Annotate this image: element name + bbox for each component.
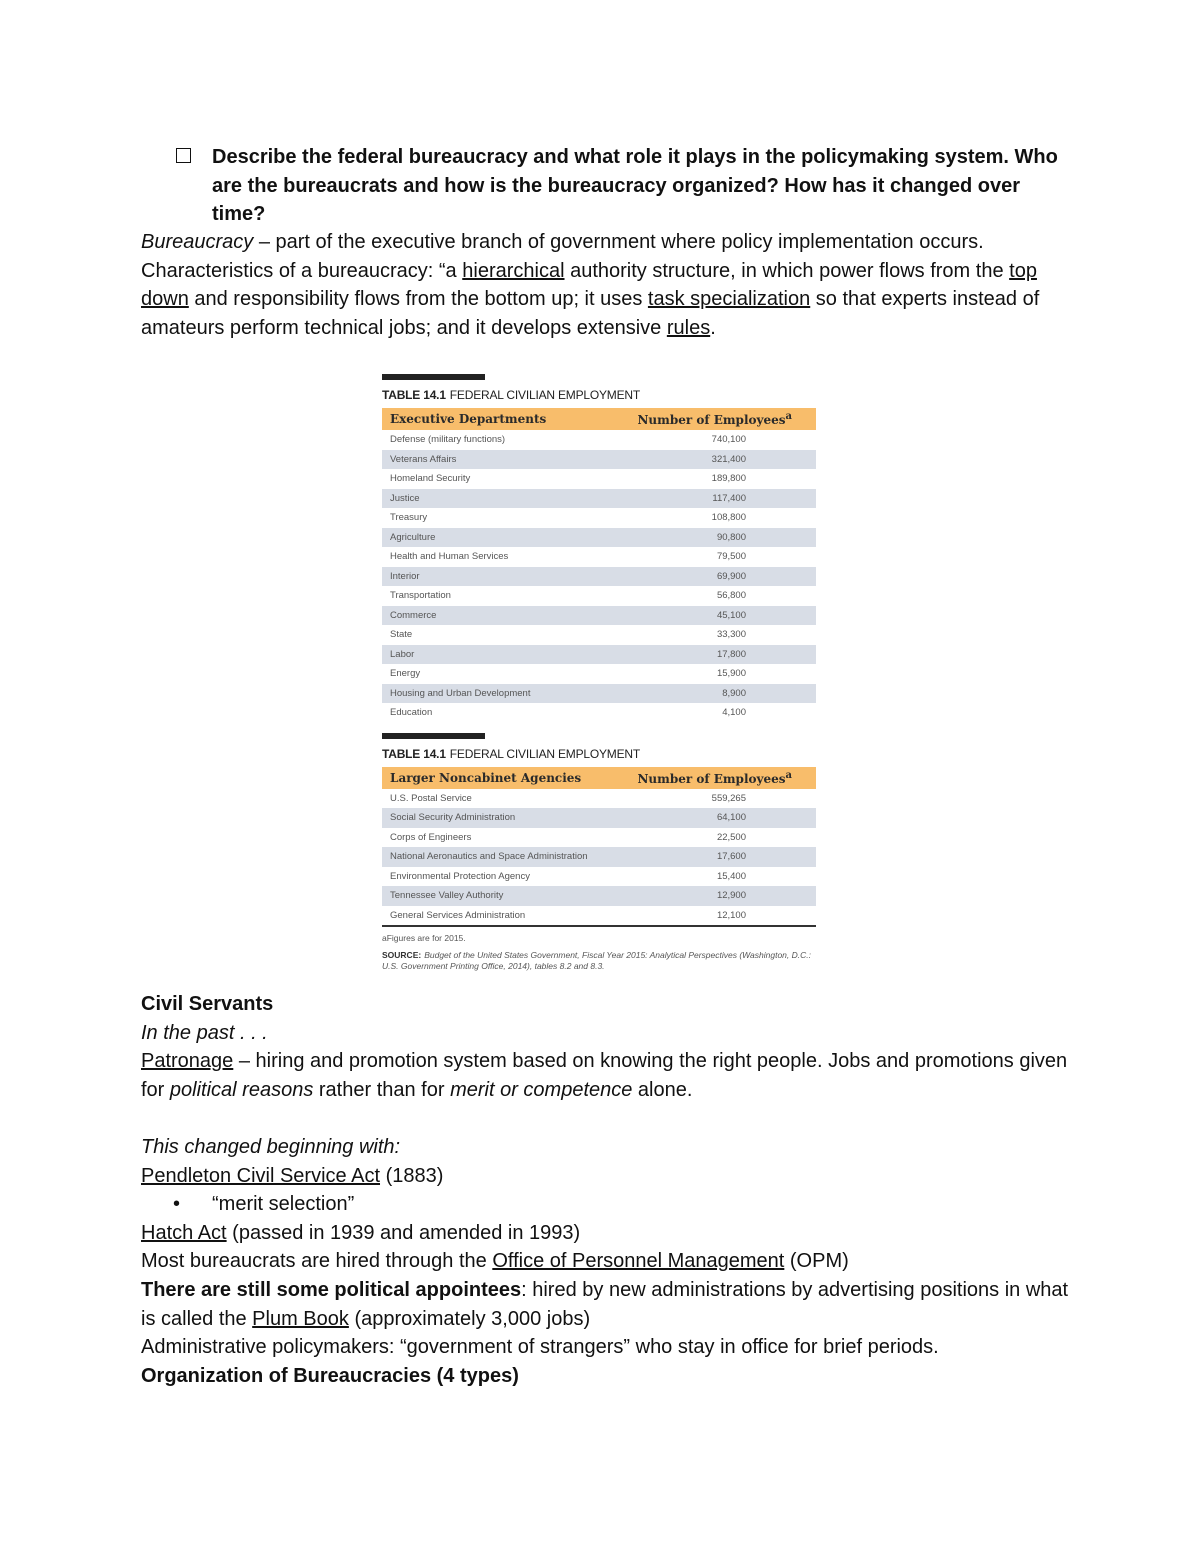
source-text: Budget of the United States Government, Fiscal Year 2015: Analytical Perspectives (Washington, D.C.: U.S. Government Printing Office, 2014), tables 8.2 and 8.3. — [382, 950, 811, 971]
column-header: Executive Departments — [382, 408, 590, 430]
table-row — [382, 606, 816, 626]
bullet-icon: • — [173, 1193, 181, 1216]
table-cell-name: Agriculture — [382, 528, 590, 548]
table-cell-value: 69,900 — [590, 567, 816, 587]
table-header-row — [382, 767, 816, 789]
table-cell-value: 108,800 — [711, 512, 746, 524]
table-cell-value: 15,900 — [716, 668, 746, 680]
column-header — [614, 767, 816, 789]
table-cell-name: Health and Human Services — [390, 551, 509, 563]
table-cell-value: 740,100 — [711, 434, 746, 446]
table-cell-value: 33,300 — [716, 629, 746, 641]
executive-departments-table — [382, 408, 816, 723]
civil-servants-section — [141, 990, 1071, 1390]
table-cell-value: 117,400 — [590, 489, 816, 509]
table-cell-value: 12,900 — [614, 886, 816, 906]
text-span: authority structure, in which power flows from the — [564, 259, 1010, 282]
table-cell-value: 559,265 — [711, 792, 746, 804]
text-span: (passed in 1939 and amended in 1993) — [226, 1221, 581, 1244]
table-cell-name: Interior — [382, 567, 590, 587]
table-row — [382, 867, 816, 887]
table-cell-name: Justice — [382, 489, 590, 509]
table-cell-name: Transportation — [390, 590, 451, 602]
text-span: rather than for — [313, 1078, 451, 1101]
table-rule — [382, 374, 485, 380]
table-row — [382, 703, 816, 723]
pendleton-line — [141, 1162, 1071, 1191]
table-cell-value: 321,400 — [590, 450, 816, 470]
text-span: merit or competence — [450, 1078, 633, 1101]
superscript: a — [785, 769, 792, 781]
table-cell-name: Veterans Affairs — [382, 450, 590, 470]
table-cell-name: Commerce — [382, 606, 590, 626]
table-row — [382, 808, 816, 828]
table-row — [382, 906, 816, 927]
table-cell-value: 8,900 — [590, 684, 816, 704]
table-row — [382, 547, 816, 567]
hierarchical-term: hierarchical — [462, 259, 565, 282]
table-cell-value: 17,600 — [614, 847, 816, 867]
table-cell-value: 90,800 — [590, 528, 816, 548]
table-cell-name: Social Security Administration — [382, 808, 614, 828]
table-cell-name: Labor — [382, 645, 590, 665]
table-title: FEDERAL CIVILIAN EMPLOYMENT — [449, 746, 640, 761]
patronage-term: Patronage — [141, 1050, 234, 1073]
text-span: so that experts instead of amateurs perform technical jobs; and it develops extensive — [141, 288, 1040, 339]
checkbox-icon[interactable] — [176, 148, 191, 163]
superscript: a — [785, 411, 792, 422]
table-cell-value: 4,100 — [722, 707, 746, 719]
rules-term: rules — [666, 316, 711, 339]
changed-line: This changed beginning with: — [141, 1135, 401, 1158]
intro-paragraph — [141, 228, 1071, 342]
table-cell-name: Corps of Engineers — [390, 831, 472, 843]
table-row — [382, 664, 816, 684]
table-header-row — [382, 408, 816, 430]
text-span: “merit selection” — [212, 1193, 355, 1216]
top-down-term: top down — [141, 259, 1037, 311]
table-row — [382, 450, 816, 470]
in-the-past-line: In the past . . . — [141, 1021, 268, 1044]
text-span: – hiring and promotion system based on knowing the right people. Jobs and promotions given for — [141, 1050, 1068, 1101]
table-cell-name: Homeland Security — [390, 473, 471, 485]
table-row — [382, 469, 816, 489]
table-row — [382, 586, 816, 606]
table-cell-name: Energy — [390, 668, 421, 680]
table-cell-name: Education — [390, 707, 433, 719]
table-number: TABLE 14.1 — [382, 746, 446, 761]
table-cell-name: Housing and Urban Development — [382, 684, 590, 704]
table-number: TABLE 14.1 — [382, 388, 446, 402]
table-cell-value: 189,800 — [711, 473, 746, 485]
admin-policymakers-line: Administrative policymakers: “government of strangers” who stay in office for brief periods. — [141, 1336, 939, 1359]
plum-book-term: Plum Book — [252, 1307, 349, 1330]
table-cell-value: 15,400 — [716, 870, 746, 882]
table-cell-value: 79,500 — [716, 551, 746, 563]
column-header — [590, 408, 816, 430]
table-row — [382, 430, 816, 450]
bureaucracy-definition — [141, 228, 1071, 257]
table-cell-value: 64,100 — [614, 808, 816, 828]
table-row — [382, 567, 816, 587]
text-span: (OPM) — [784, 1250, 849, 1273]
table-row — [382, 847, 816, 867]
text-span: There are still some political appointees — [141, 1278, 522, 1301]
table-caption — [382, 747, 818, 761]
list-item — [141, 1190, 1071, 1219]
task-specialization-term: task specialization — [647, 288, 811, 311]
table-row — [382, 645, 816, 665]
text-span: (approximately 3,000 jobs) — [348, 1307, 591, 1330]
text-span: (1883) — [380, 1164, 444, 1187]
patronage-paragraph — [141, 1047, 1071, 1104]
text-span: : hired by new administrations by advertising positions in what is called the — [141, 1278, 1069, 1330]
pendleton-term: Pendleton Civil Service Act — [141, 1164, 381, 1187]
opm-term: Office of Personnel Management — [492, 1250, 785, 1273]
table-cell-name: National Aeronautics and Space Administration — [382, 847, 614, 867]
table-caption — [382, 388, 818, 402]
organization-heading: Organization of Bureaucracies (4 types) — [141, 1364, 519, 1387]
table-row — [382, 828, 816, 848]
table-rule — [382, 733, 485, 739]
table-cell-name: State — [390, 629, 413, 641]
text-span: . — [710, 316, 716, 339]
table-cell-name: U.S. Postal Service — [390, 792, 472, 804]
hatch-term: Hatch Act — [141, 1221, 227, 1244]
question-text: Describe the federal bureaucracy and what role it plays in the policymaking system. Who are the bureaucrats and how is the bureaucracy organized? How has it changed over time? — [212, 146, 1058, 226]
table-title: FEDERAL CIVILIAN EMPLOYMENT — [449, 388, 640, 402]
appointees-paragraph — [141, 1276, 1071, 1333]
table-cell-value: 56,800 — [716, 590, 746, 602]
table-cell-name: General Services Administration — [390, 909, 526, 921]
characteristics-text — [141, 257, 1071, 343]
definition-text: – part of the executive branch of government where policy implementation occurs. — [253, 231, 984, 253]
table-cell-value: 45,100 — [590, 606, 816, 626]
table-row — [382, 508, 816, 528]
blank-line — [141, 1104, 1071, 1133]
question-item — [176, 143, 1076, 229]
table-row — [382, 528, 816, 548]
table-cell-name: Environmental Protection Agency — [390, 870, 530, 882]
table-cell-name: Treasury — [390, 512, 428, 524]
table-source — [382, 950, 818, 972]
text-span: Most bureaucrats are hired through the — [141, 1250, 493, 1273]
table-cell-value: 17,800 — [590, 645, 816, 665]
table-row — [382, 789, 816, 809]
table-cell-name: Tennessee Valley Authority — [382, 886, 614, 906]
text-span: political reasons — [169, 1078, 314, 1101]
column-header-text: Number of Employees — [637, 413, 786, 427]
table-cell-value: 12,100 — [716, 909, 746, 921]
table-row — [382, 684, 816, 704]
table-footnote: aFigures are for 2015. — [382, 933, 466, 943]
section-heading: Civil Servants — [141, 993, 274, 1015]
text-span: Characteristics of a bureaucracy: “a — [141, 259, 463, 282]
text-span: alone. — [632, 1078, 693, 1101]
opm-line — [141, 1247, 1071, 1276]
table-row — [382, 886, 816, 906]
table-row — [382, 489, 816, 509]
column-header-text: Number of Employees — [637, 771, 786, 786]
employment-table-figure — [382, 374, 818, 972]
source-label: SOURCE: — [382, 950, 422, 960]
hatch-line — [141, 1219, 1071, 1248]
bureaucracy-term: Bureaucracy — [141, 231, 254, 253]
noncabinet-agencies-table — [382, 767, 816, 928]
table-cell-name: Defense (military functions) — [390, 434, 506, 446]
text-span: and responsibility flows from the bottom up; it uses — [188, 288, 648, 311]
table-cell-value: 22,500 — [716, 831, 746, 843]
table-row — [382, 625, 816, 645]
column-header: Larger Noncabinet Agencies — [382, 767, 614, 789]
